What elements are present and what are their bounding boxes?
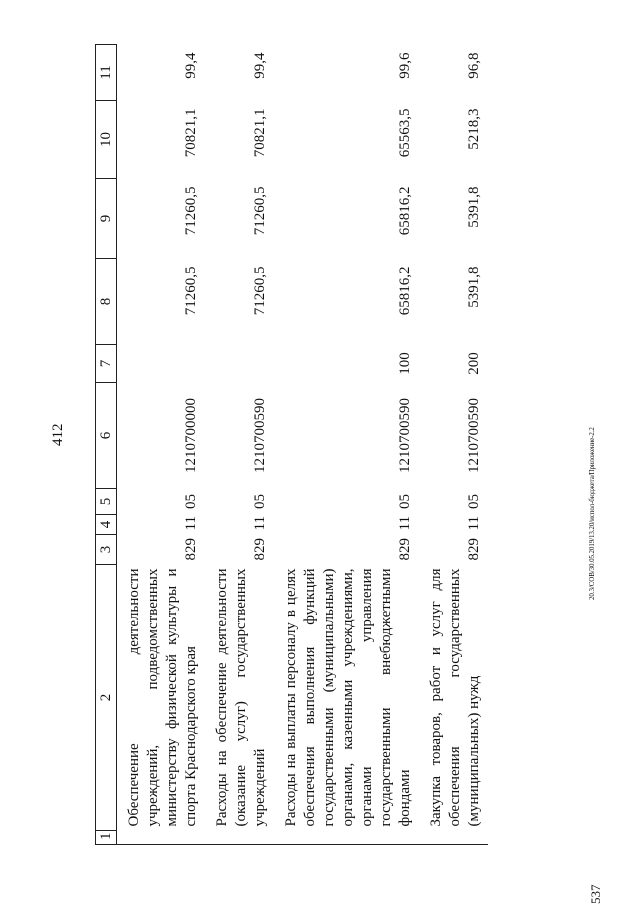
col-header: 10 (96, 101, 117, 179)
cell-csr: 1210700590 (397, 398, 413, 473)
footer-file-path: 20.3/СОВ/30.05.2019/13.20/испол-бюджета/Приложение-2.2 (588, 427, 596, 600)
cell-col8: 71260,5 (252, 266, 268, 316)
table-row (419, 45, 488, 845)
cell-pr: 05 (397, 494, 413, 509)
cell-rz: 11 (397, 516, 413, 531)
cell-csr: 1210700000 (183, 398, 199, 473)
cell-col9: 65816,2 (397, 186, 413, 236)
cell-vr: 100 (397, 352, 413, 375)
cell-rz: 11 (252, 516, 268, 531)
cell-vr: 200 (466, 352, 482, 375)
cell-pr: 05 (252, 494, 268, 509)
cell-col9: 5391,8 (466, 186, 482, 228)
row-spacer (205, 831, 274, 845)
row-description: Расходы на выплаты персоналу в целях обеспечения выполнения функций государственными (муниципальными) органами, казенными учреждениями, органами управления государственными внебюджетными фондами (283, 568, 413, 827)
cell-pr: 05 (183, 494, 199, 509)
col-header: 7 (96, 345, 117, 383)
budget-table (95, 44, 488, 845)
col-header: 9 (96, 179, 117, 259)
col-header: 11 (96, 45, 117, 101)
cell-col9: 71260,5 (252, 186, 268, 236)
cell-csr: 1210700590 (466, 398, 482, 473)
table-row (205, 45, 274, 845)
col-header: 3 (96, 535, 117, 565)
table-row (274, 45, 419, 845)
cell-ved: 829 (252, 538, 268, 561)
cell-ved: 829 (183, 538, 199, 561)
cell-vr (205, 345, 274, 383)
cell-col10: 70821,1 (252, 108, 268, 158)
corner-page-number: 537 (588, 884, 603, 904)
cell-col11: 99,6 (397, 52, 413, 79)
budget-table-sheet (95, 45, 575, 845)
cell-csr: 1210700590 (252, 398, 268, 473)
cell-col8: 5391,8 (466, 266, 482, 308)
cell-col8: 71260,5 (183, 266, 199, 316)
col-header: 2 (96, 565, 117, 831)
row-description: Закупка товаров, работ и услуг для обеспечения государственных (муниципальных) нужд (428, 568, 482, 827)
col-header: 1 (96, 831, 117, 845)
cell-rz: 11 (466, 516, 482, 531)
page-number: 412 (50, 423, 66, 446)
col-header: 8 (96, 259, 117, 345)
cell-col11: 96,8 (466, 52, 482, 79)
cell-col11: 99,4 (252, 52, 268, 79)
cell-vr (117, 345, 206, 383)
table-row (117, 45, 206, 845)
header-row (96, 45, 117, 845)
col-header: 4 (96, 515, 117, 535)
col-header: 6 (96, 383, 117, 489)
cell-ved: 829 (466, 538, 482, 561)
col-header: 5 (96, 489, 117, 515)
row-spacer (274, 831, 419, 845)
row-description: Обеспечение деятельности учреждений, подведомственных министерству физической культуры и спорта Краснодарского края (126, 568, 199, 827)
cell-col10: 70821,1 (183, 108, 199, 158)
cell-ved: 829 (397, 538, 413, 561)
cell-rz: 11 (183, 516, 199, 531)
cell-col11: 99,4 (183, 52, 199, 79)
row-spacer (419, 831, 488, 845)
cell-pr: 05 (466, 494, 482, 509)
row-spacer (117, 831, 206, 845)
row-description: Расходы на обеспечение деятельности (оказание услуг) государственных учреждений (214, 568, 268, 827)
cell-col10: 5218,3 (466, 108, 482, 150)
cell-col8: 65816,2 (397, 266, 413, 316)
cell-col9: 71260,5 (183, 186, 199, 236)
cell-col10: 65563,5 (397, 108, 413, 158)
